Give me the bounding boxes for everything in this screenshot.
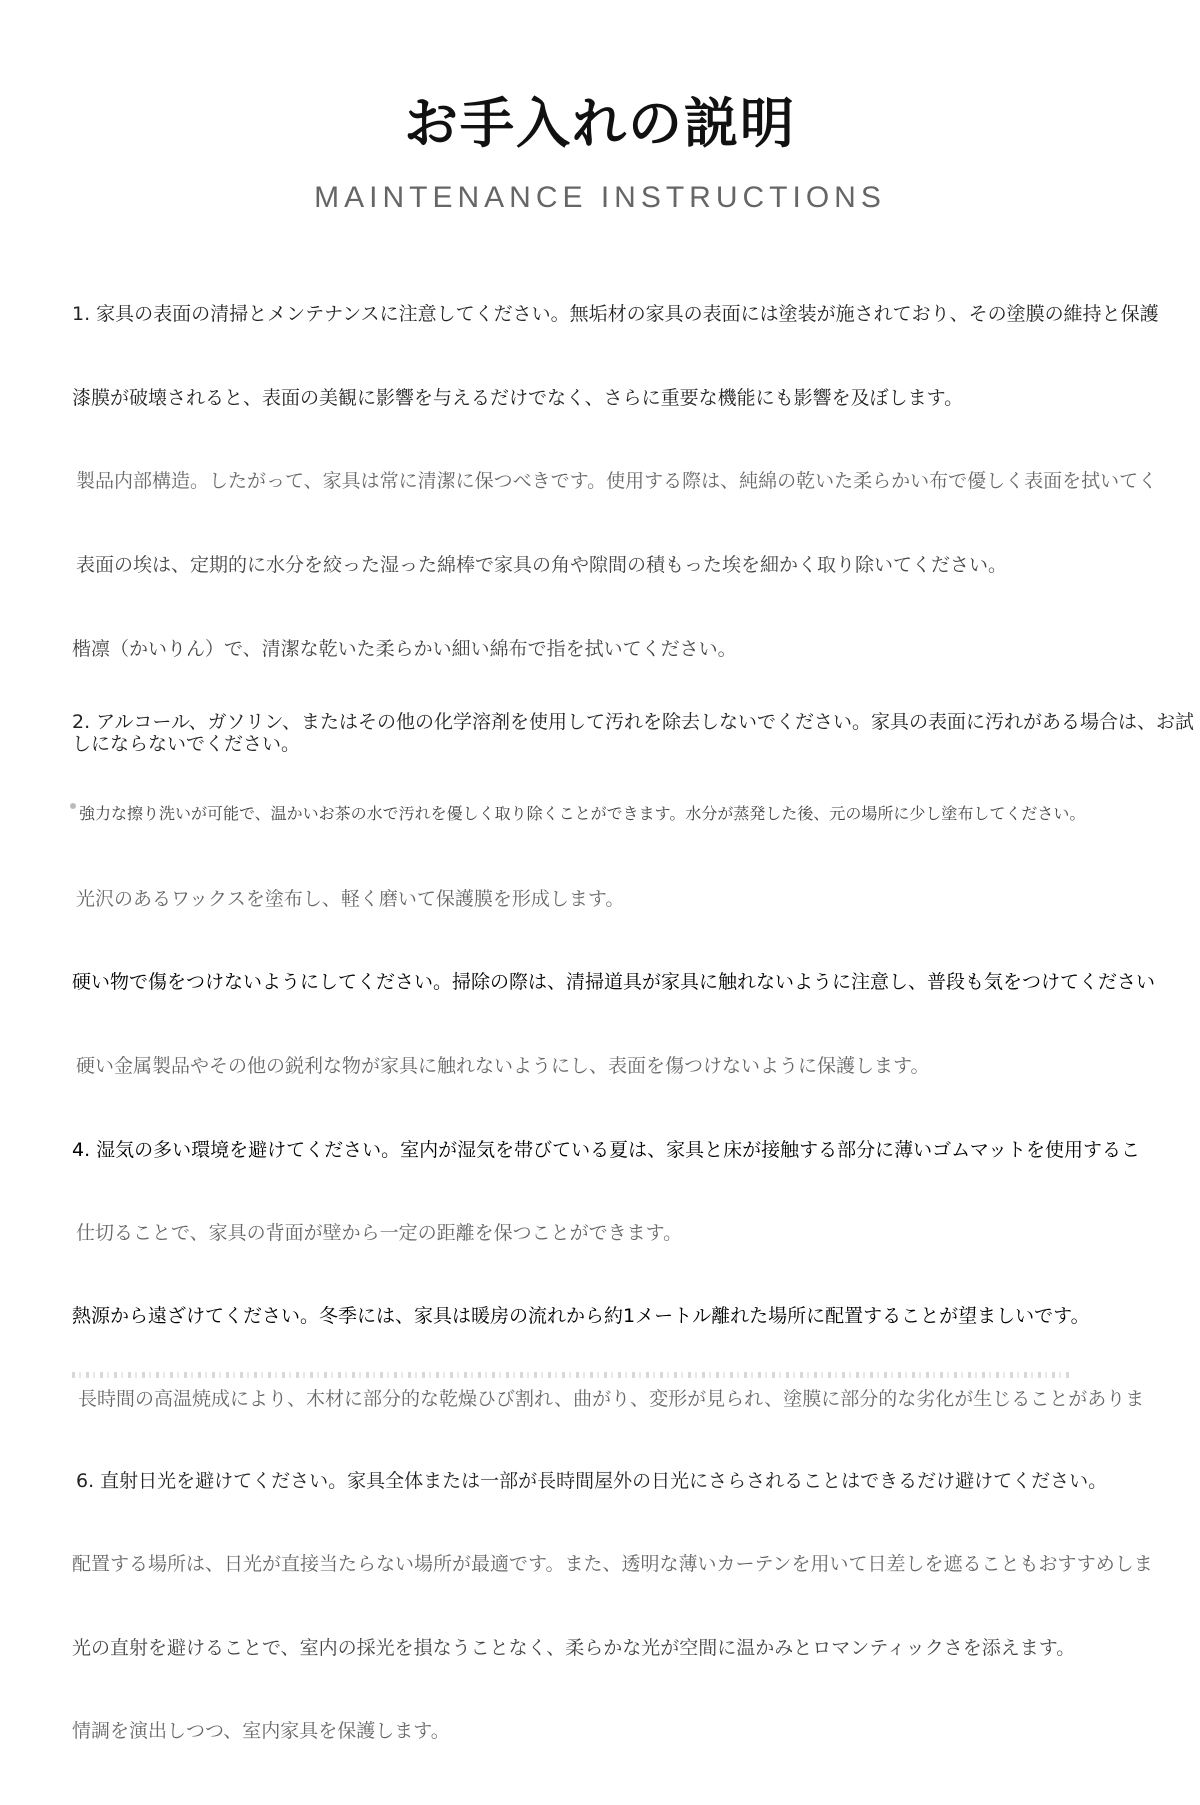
page-title: お手入れの説明 <box>404 92 796 155</box>
instruction-line-13: 熱源から遠ざけてください。冬季には、家具は暖房の流れから約1メートル離れた場所に配置することが望ましいです。 <box>72 1305 1090 1327</box>
instruction-line-16: 配置する場所は、日光が直接当たらない場所が最適です。また、透明な薄いカーテンを用いて日差しを遮ることもおすすめしま <box>72 1553 1153 1575</box>
instruction-line-15: 6. 直射日光を避けてください。家具全体または一部が長時間屋外の日光にさらされることはできるだけ避けてください。 <box>76 1470 1108 1492</box>
instruction-line-1: 1. 家具の表面の清掃とメンテナンスに注意してください。無垢材の家具の表面には塗装が施されており、その塗膜の維持と保護 <box>72 303 1159 325</box>
instruction-line-14: 長時間の高温焼成により、木材に部分的な乾燥ひび割れ、曲がり、変形が見られ、塗膜に部分的な劣化が生じることがありま <box>78 1388 1145 1410</box>
noise-dot <box>70 803 76 809</box>
instruction-line-8: 光沢のあるワックスを塗布し、軽く磨いて保護膜を形成します。 <box>76 888 625 910</box>
instruction-line-10: 硬い金属製品やその他の鋭利な物が家具に触れないようにし、表面を傷つけないように保護します。 <box>76 1055 930 1077</box>
instruction-line-12: 仕切ることで、家具の背面が壁から一定の距離を保つことができます。 <box>76 1222 683 1244</box>
scan-noise-strip <box>72 1372 1072 1378</box>
instruction-line-11: 4. 湿気の多い環境を避けてください。室内が湿気を帯びている夏は、家具と床が接触する部分に薄いゴムマットを使用するこ <box>72 1139 1141 1161</box>
instruction-line-2: 漆膜が破壊されると、表面の美観に影響を与えるだけでなく、さらに重要な機能にも影響を及ぼします。 <box>72 387 964 409</box>
instruction-line-5: 楷凛（かいりん）で、清潔な乾いた柔らかい細い綿布で指を拭いてください。 <box>72 638 737 660</box>
instruction-line-18: 情調を演出しつつ、室内家具を保護します。 <box>72 1720 450 1742</box>
instruction-line-9: 硬い物で傷をつけないようにしてください。掃除の際は、清掃道具が家具に触れないように注意し、普段も気をつけてください <box>72 971 1156 993</box>
instruction-line-6: 2. アルコール、ガソリン、またはその他の化学溶剤を使用して汚れを除去しないでください。家具の表面に汚れがある場合は、お試しにならないでください。 <box>72 711 1194 755</box>
instruction-line-4: 表面の埃は、定期的に水分を絞った湿った綿棒で家具の角や隙間の積もった埃を細かく取り除いてください。 <box>76 554 1008 576</box>
instruction-line-17: 光の直射を避けることで、室内の採光を損なうことなく、柔らかな光が空間に温かみとロマンティックさを添えます。 <box>72 1637 1076 1659</box>
instruction-line-3: 製品内部構造。したがって、家具は常に清潔に保つべきです。使用する際は、純綿の乾いた柔らかい布で優しく表面を拭いてく <box>76 470 1158 492</box>
page-subtitle: MAINTENANCE INSTRUCTIONS <box>314 181 886 214</box>
instruction-line-7: 強力な擦り洗いが可能で、温かいお茶の水で汚れを優しく取り除くことができます。水分が蒸発した後、元の場所に少し塗布してください。 <box>79 804 1086 823</box>
